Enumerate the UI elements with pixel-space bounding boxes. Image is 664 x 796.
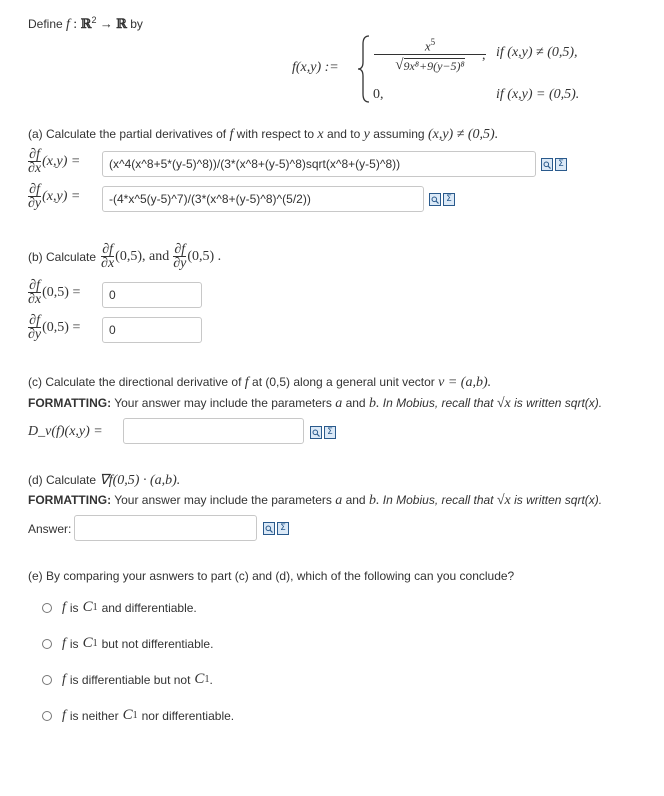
part-c-answer-label: D_v(f)(x,y) =: [28, 424, 103, 439]
part-b-dfdx-tail: (0,5) =: [42, 284, 81, 300]
radio-button[interactable]: [42, 675, 52, 685]
part-b-dfdx-input[interactable]: 0: [102, 282, 202, 308]
case1-comma: ,: [482, 48, 486, 63]
part-b-dfdy-row: $\frac{\partial f}{\partial y}$ (0,5) =: [28, 313, 81, 342]
equation-editor-icon[interactable]: Σ: [555, 158, 567, 171]
part-d-prompt: (d) Calculate ∇f(0,5) · (a,b).: [28, 473, 181, 488]
dfdx-label: $\frac{\partial f}{\partial x}$: [28, 147, 42, 176]
equation-editor-icon[interactable]: Σ: [443, 193, 455, 206]
part-a-dfdy-row: [28, 183, 80, 210]
part-b-dfdy-tail: (0,5) =: [42, 319, 81, 335]
part-b-dfdy-input[interactable]: 0: [102, 317, 202, 343]
part-b-prompt: (b) Calculate $\frac{\partial f}{\partial x}$ (0,5), and $\frac{\partial f}{\partial y}$ (0,5) .: [28, 242, 222, 271]
preview-icon[interactable]: [310, 426, 322, 439]
case1-condition: if (x,y) ≠ (0,5),: [496, 45, 578, 60]
codomain-symbol: ℝ: [116, 17, 127, 32]
option-neither[interactable]: f is neither C 1 nor differentiable.: [42, 707, 234, 724]
radio-button[interactable]: [42, 603, 52, 613]
numerator-exponent: 5: [430, 37, 436, 47]
part-d-answer-label: Answer:: [28, 522, 72, 536]
gradient-dot-input[interactable]: [74, 515, 257, 541]
radio-button[interactable]: [42, 639, 52, 649]
domain-symbol: ℝ: [80, 17, 92, 32]
sqrt-icon: √: [395, 57, 404, 74]
part-c-tools: [310, 426, 336, 439]
dfdx-answer-input[interactable]: (x^4(x^8+5*(y-5)^8))/(3*(x^8+(y-5)^8)sqrt(x^8+(y-5)^8)): [102, 151, 536, 177]
dfdy-tools: [429, 193, 455, 206]
function-lhs: f(x,y) :=: [292, 60, 339, 75]
part-d-tools: [263, 522, 289, 535]
case2-value: 0,: [373, 87, 384, 102]
part-c-prompt: (c) Calculate the directional derivative of f at (0,5) along a general unit vector v = (a,b).: [28, 375, 492, 390]
dfdy-tail: (x,y) =: [42, 188, 81, 204]
equation-editor-icon[interactable]: Σ: [277, 522, 289, 535]
dfdy-label: $\frac{\partial f}{\partial y}$: [28, 182, 42, 211]
fn-symbol: f: [66, 17, 70, 32]
numerator-base: x: [424, 38, 431, 54]
left-brace: [357, 34, 371, 104]
definition-header: Define f : ℝ$^2$ → ℝ by: [28, 15, 143, 32]
option-c1-differentiable[interactable]: f is C 1 and differentiable.: [42, 599, 197, 616]
dfdy-answer-input[interactable]: -(4*x^5(y-5)^7)/(3*(x^8+(y-5)^8)^(5/2)): [102, 186, 424, 212]
denominator: 9x⁸+9(y−5)⁸: [403, 58, 465, 73]
preview-icon[interactable]: [541, 158, 553, 171]
part-d-formatting: FORMATTING: Your answer may include the parameters a and b. In Mobius, recall that √x is written sqrt(x).: [28, 493, 603, 508]
part-e-prompt: (e) By comparing your asnwers to part (c) and (d), which of the following can you conclude?: [28, 569, 515, 583]
part-c-formatting: FORMATTING: Your answer may include the parameters a and b. In Mobius, recall that √x is written sqrt(x).: [28, 396, 603, 411]
directional-derivative-input[interactable]: [123, 418, 304, 444]
case2-condition: if (x,y) = (0,5).: [496, 87, 580, 102]
option-differentiable-not-c1[interactable]: f is differentiable but not C 1 .: [42, 671, 213, 688]
part-a-dfdx-row: [28, 148, 80, 175]
part-b-dfdx-row: $\frac{\partial f}{\partial x}$ (0,5) =: [28, 278, 81, 307]
domain-exponent: 2: [91, 15, 97, 25]
equation-editor-icon[interactable]: Σ: [324, 426, 336, 439]
case1-fraction: [374, 35, 486, 74]
option-c1-not-differentiable[interactable]: f is C 1 but not differentiable.: [42, 635, 213, 652]
preview-icon[interactable]: [263, 522, 275, 535]
define-suffix: by: [130, 17, 143, 31]
preview-icon[interactable]: [429, 193, 441, 206]
part-a-prompt: (a) Calculate the partial derivatives of f with respect to x and to y assuming (x,y) ≠ (0,5).: [28, 127, 499, 142]
radio-button[interactable]: [42, 711, 52, 721]
dfdx-tools: [541, 158, 567, 171]
define-prefix: Define: [28, 17, 63, 31]
dfdx-tail: (x,y) =: [42, 153, 81, 169]
